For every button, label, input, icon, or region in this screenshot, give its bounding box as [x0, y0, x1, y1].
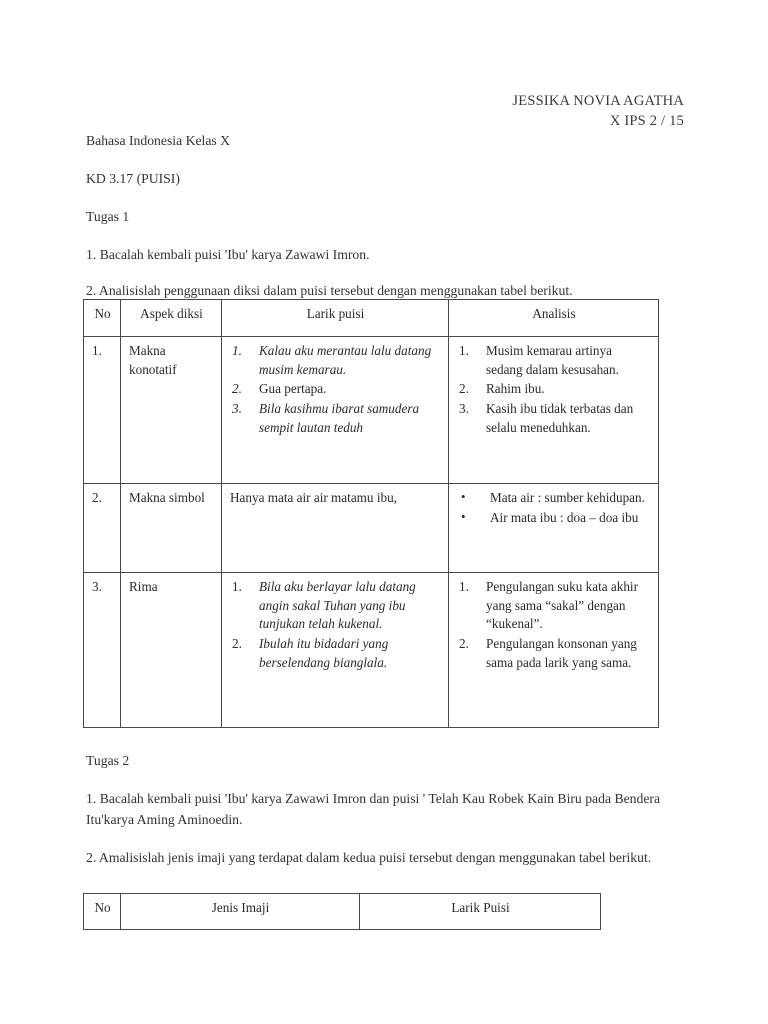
- diksi-analysis-table: [83, 299, 659, 728]
- header-cell-jenis: Jenis Imaji: [121, 894, 360, 930]
- list-item: [230, 400, 441, 437]
- list-item: [230, 342, 441, 379]
- tugas-1-instruction-2: 2. Analisislah penggunaan diksi dalam puisi tersebut dengan menggunakan tabel berikut.: [86, 283, 573, 299]
- kd-line: KD 3.17 (PUISI): [86, 170, 180, 186]
- list-text: Kasih ibu tidak terbatas dan selalu meneduhkan.: [486, 401, 634, 435]
- list-item: [457, 489, 651, 508]
- header-class-number: X IPS 2 / 15: [609, 112, 684, 129]
- list-item: [457, 635, 651, 672]
- list-item: [457, 509, 651, 528]
- list-item: [230, 380, 441, 399]
- row-larik: [222, 573, 449, 728]
- list-marker: 3.: [459, 401, 469, 417]
- list-marker: 1.: [232, 579, 242, 594]
- row-number: 3.: [84, 573, 121, 728]
- list-text: Bila aku berlayar lalu datang angin sakal Tuhan yang ibu tunjukan telah kukenal.: [259, 579, 416, 632]
- bullet-icon: •: [461, 508, 466, 524]
- header-cell-no: No: [84, 300, 121, 337]
- tugas-2-instruction-2: 2. Amalisislah jenis imaji yang terdapat dalam kedua puisi tersebut dengan menggunakan tabel berikut.: [86, 849, 652, 865]
- list-text: Musim kemarau artinya sedang dalam kesusahan.: [486, 343, 619, 377]
- row-analisis: [449, 573, 659, 728]
- table-row: [84, 573, 659, 728]
- row-aspek: Makna konotatif: [121, 337, 222, 484]
- row-aspek: Rima: [121, 573, 222, 728]
- imaji-analysis-table: [83, 893, 601, 930]
- list-marker: 2.: [232, 636, 242, 652]
- list-text: Ibulah itu bidadari yang berselendang bianglala.: [259, 636, 389, 670]
- list-marker: 3.: [232, 401, 242, 417]
- list-marker: 2.: [459, 636, 469, 652]
- row-aspek: Makna simbol: [121, 484, 222, 573]
- row-larik: [222, 337, 449, 484]
- tugas-2-label: Tugas 2: [86, 753, 130, 768]
- header-cell-no: No: [84, 894, 121, 930]
- tugas-2-section: [86, 751, 676, 886]
- document-header: [300, 92, 684, 131]
- analisis-list: [457, 342, 651, 438]
- header-cell-analisis: Analisis: [449, 300, 659, 337]
- row-number: 2.: [84, 484, 121, 573]
- list-item: [457, 400, 651, 437]
- header-author-name: JESSIKA NOVIA AGATHA: [512, 93, 684, 109]
- intro-section: [86, 131, 686, 318]
- row-larik: Hanya mata air air matamu ibu,: [222, 484, 449, 573]
- table-header-row: [84, 300, 659, 337]
- list-item: [230, 578, 441, 634]
- header-cell-aspek: Aspek diksi: [121, 300, 222, 337]
- row-number: 1.: [84, 337, 121, 484]
- header-cell-larik: Larik puisi: [222, 300, 449, 337]
- larik-list: [230, 342, 441, 438]
- bullet-icon: •: [461, 489, 466, 504]
- list-text: Mata air : sumber kehidupan.: [490, 490, 645, 505]
- list-text: Rahim ibu.: [486, 381, 545, 397]
- list-marker: 1.: [459, 343, 469, 358]
- list-marker: 2.: [459, 381, 469, 397]
- list-item: [457, 578, 651, 634]
- table-row: [84, 337, 659, 484]
- row-analisis: [449, 484, 659, 573]
- row-analisis: [449, 337, 659, 484]
- list-marker: 2.: [232, 381, 242, 397]
- list-text: Pengulangan suku kata akhir yang sama “sakal” dengan “kukenal”.: [486, 579, 638, 632]
- list-marker: 1.: [459, 579, 469, 594]
- analisis-list: [457, 489, 651, 527]
- list-marker: 1.: [232, 343, 242, 358]
- list-item: [457, 342, 651, 379]
- list-text: Gua pertapa.: [259, 381, 327, 397]
- larik-list: [230, 578, 441, 673]
- tugas-1-instruction-1: 1. Bacalah kembali puisi 'Ibu' karya Zawawi Imron.: [86, 246, 370, 262]
- list-text: Kalau aku merantau lalu datang musim kemarau.: [259, 343, 432, 377]
- analisis-list: [457, 578, 651, 673]
- list-text: Pengulangan konsonan yang sama pada larik yang sama.: [486, 636, 637, 670]
- list-text: Air mata ibu : doa – doa ibu: [490, 509, 639, 525]
- subject-line: Bahasa Indonesia Kelas X: [86, 133, 231, 148]
- header-cell-larik: Larik Puisi: [360, 894, 601, 930]
- table-header-row: [84, 894, 601, 930]
- list-text: Bila kasihmu ibarat samudera sempit lautan teduh: [259, 401, 420, 435]
- tugas-2-instruction-1: 1. Bacalah kembali puisi 'Ibu' karya Zawawi Imron dan puisi ' Telah Kau Robek Kain Biru pada Bendera Itu'karya Aming Aminoedin.: [86, 791, 661, 827]
- list-item: [230, 635, 441, 672]
- list-item: [457, 380, 651, 399]
- table-row: [84, 484, 659, 573]
- tugas-1-label: Tugas 1: [86, 208, 130, 224]
